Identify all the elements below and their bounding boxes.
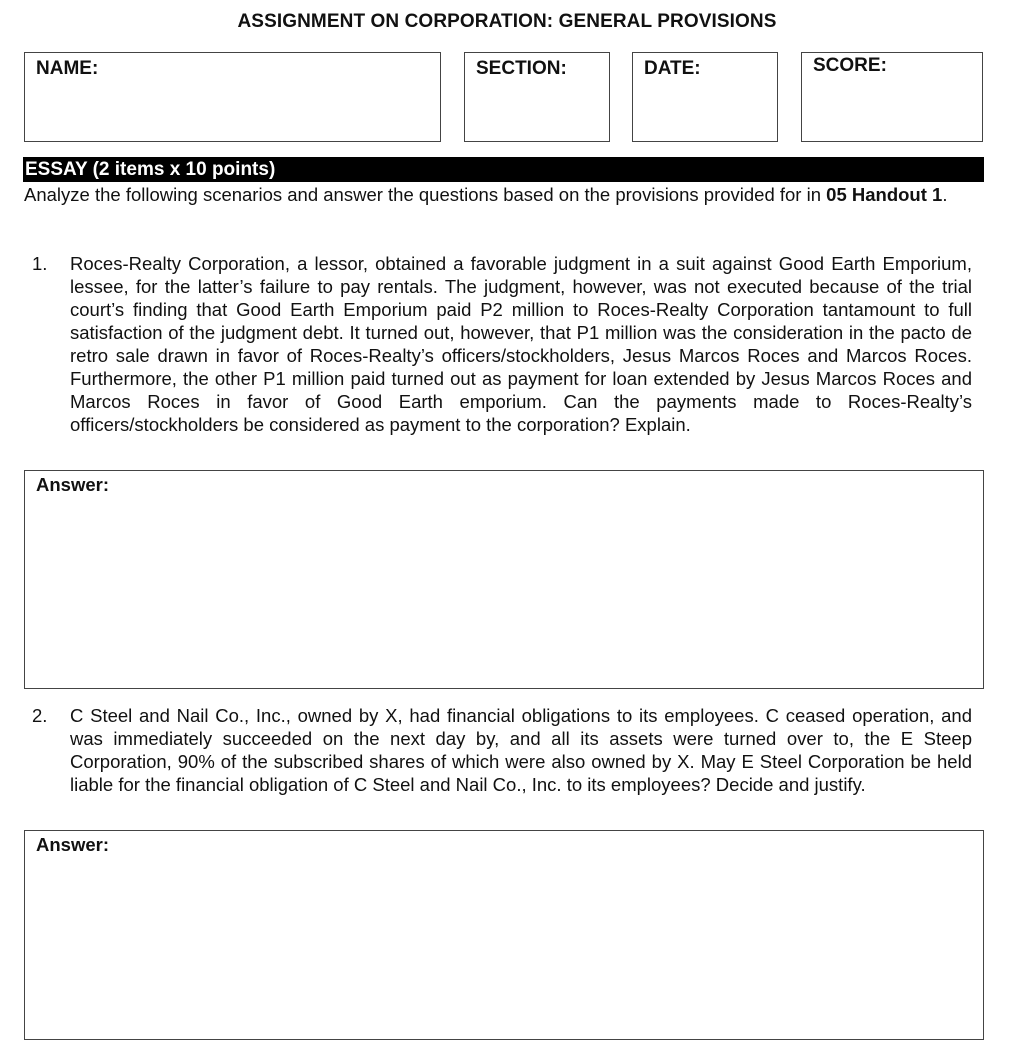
question-text: Roces-Realty Corporation, a lessor, obtained a favorable judgment in a suit against Good Earth Emporium, lessee, for the latter’s failure to pay rentals. The judgment, however, was not executed because of the trial court’s finding that Good Earth Emporium paid P2 million to Roces-Realty Corporation tantamount to full satisfaction of the judgment debt. It turned out, however, that P1 million was the consideration in the pacto de retro sale drawn in favor of Roces-Realty’s officers/stockholders, Jesus Marcos Roces and Marcos Roces. Furthermore, the other P1 million paid turned out as payment for loan extended by Jesus Marcos Roces and Marcos Roces in favor of Good Earth emporium. Can the payments made to Roces-Realty’s officers/stockholders be considered as payment to the corporation? Explain. — [70, 253, 972, 435]
essay-instructions — [24, 183, 972, 206]
question-text: C Steel and Nail Co., Inc., owned by X, had financial obligations to its employees. C ceased operation, and was immediately succeeded on the next day by, and all its assets were turned over to, the E Steep Corporation, 90% of the subscribed shares of which were also owned by X. May E Steel Corporation be held liable for the financial obligation of C Steel and Nail Co., Inc. to its employees? Decide and justify. — [70, 705, 972, 795]
answer-box-2[interactable] — [24, 830, 984, 1040]
question-number: 2. — [32, 705, 48, 726]
instructions-period: . — [942, 184, 948, 205]
name-field[interactable] — [24, 52, 441, 142]
name-label: NAME: — [36, 58, 99, 79]
answer-box-1[interactable] — [24, 470, 984, 689]
essay-heading: ESSAY (2 items x 10 points) — [23, 157, 984, 182]
date-field[interactable] — [632, 52, 778, 142]
handout-reference: 05 Handout 1 — [826, 184, 943, 205]
question-number: 1. — [32, 253, 48, 274]
instructions-text: Analyze the following scenarios and answer the questions based on the provisions provided for in — [24, 184, 827, 205]
page-title: ASSIGNMENT ON CORPORATION: GENERAL PROVISIONS — [237, 11, 777, 32]
score-field[interactable] — [801, 52, 983, 142]
section-label: SECTION: — [476, 58, 567, 79]
score-label: SCORE: — [813, 55, 887, 76]
section-field[interactable] — [464, 52, 610, 142]
question-2 — [24, 704, 972, 796]
date-label: DATE: — [644, 58, 701, 79]
answer-label: Answer: — [36, 474, 109, 495]
question-1 — [24, 252, 972, 436]
answer-label: Answer: — [36, 834, 109, 855]
